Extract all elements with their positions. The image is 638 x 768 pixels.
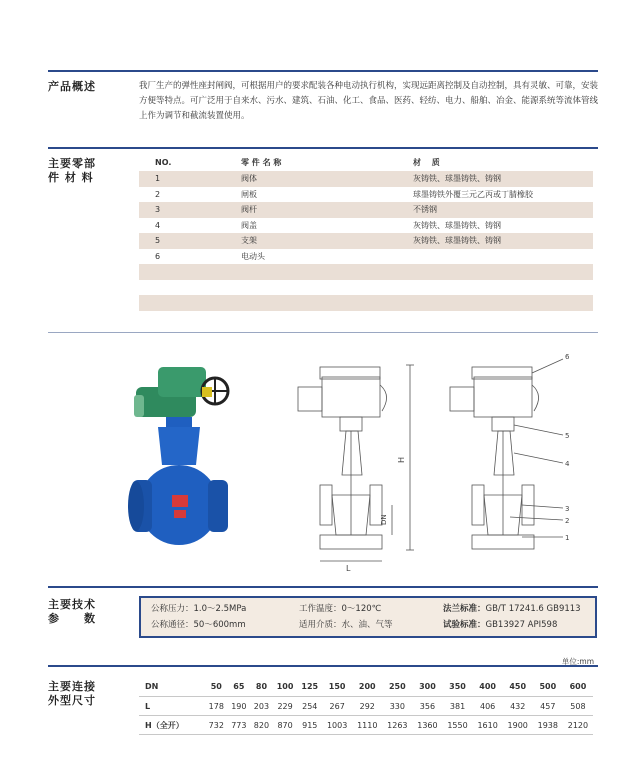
dims-cell: 50: [205, 676, 228, 697]
dims-cell: 432: [503, 697, 533, 716]
tech-divider: [48, 586, 598, 588]
dims-cell: 229: [273, 697, 298, 716]
dims-cell: 300: [412, 676, 442, 697]
part-no: 4: [155, 220, 161, 230]
part-name: 闸板: [241, 189, 257, 199]
dims-cell: 330: [382, 697, 412, 716]
tech-test-value: GB13927 API598: [485, 620, 558, 630]
dims-cell: 1610: [473, 716, 503, 735]
dims-cell: 1110: [352, 716, 382, 735]
parts-title-line1: 主要零部: [48, 157, 96, 170]
callout-5: 5: [565, 432, 570, 440]
part-material: [413, 280, 593, 296]
part-no: 2: [155, 189, 161, 199]
callout-2: 2: [565, 517, 570, 525]
dims-row-label: DN: [139, 676, 205, 697]
dims-cell: 1263: [382, 716, 412, 735]
part-material: 不锈钢: [413, 202, 593, 218]
dims-title-line1: 主要连接: [48, 680, 96, 693]
part-material: 灰铸铁、球墨铸铁、铸钢: [413, 233, 593, 249]
table-row: [139, 202, 593, 218]
part-material: 球墨铸铁外覆三元乙丙或丁腈橡胶: [413, 189, 533, 199]
dims-cell: 1900: [503, 716, 533, 735]
dims-cell: 400: [473, 676, 503, 697]
table-row: [139, 264, 593, 280]
part-name: 阀盖: [241, 220, 257, 230]
dim-label-l: L: [346, 564, 351, 573]
dims-title: [48, 680, 96, 708]
part-name: 支架: [241, 233, 413, 249]
dims-cell: 773: [228, 716, 251, 735]
table-row: [139, 295, 593, 311]
parts-table: [139, 153, 593, 311]
dims-cell: 1003: [322, 716, 352, 735]
table-row: [139, 676, 593, 697]
table-row: [139, 233, 593, 249]
dims-cell: 1550: [442, 716, 472, 735]
part-no: 6: [155, 251, 161, 261]
dims-row-label: H（全开）: [139, 716, 205, 735]
dims-cell: 100: [273, 676, 298, 697]
tech-temperature: 工作温度：0～120℃: [299, 604, 382, 614]
part-name: [241, 280, 413, 296]
part-material: 灰铸铁、球墨铸铁、铸钢: [413, 220, 501, 230]
dims-divider: [48, 665, 598, 667]
tech-diameter: 公称通径：50～600mm: [151, 620, 246, 630]
dims-cell: 350: [442, 676, 472, 697]
table-row: [139, 218, 593, 234]
tech-title-line1: 主要技术: [48, 598, 96, 611]
dims-cell: 381: [442, 697, 472, 716]
tech-media: 适用介质：水、油、气等: [299, 620, 393, 630]
overview-text: 我厂生产的弹性座封闸阀，可根据用户的要求配装各种电动执行机构，实现远距离控制及自动控制，具有灵敏、可靠，安装方便等特点。可广泛用于自来水、污水、建筑、石油、化工、食品、医药、轻纺、电力、船舶、冶金、能源系统等流体管线上作为调节和截流装置使用。: [139, 81, 599, 121]
parts-header-no: NO.: [155, 157, 172, 167]
dims-cell: 406: [473, 697, 503, 716]
tech-test-label: 试验标准：: [443, 620, 486, 630]
dims-cell: 450: [503, 676, 533, 697]
dims-cell: 870: [273, 716, 298, 735]
dims-cell: 203: [250, 697, 273, 716]
part-name: 阀杆: [241, 202, 413, 218]
dims-cell: 65: [228, 676, 251, 697]
dims-cell: 600: [563, 676, 593, 697]
part-no: 3: [139, 202, 241, 218]
part-no: [139, 264, 241, 280]
parts-bottom-divider: [48, 332, 598, 333]
dims-cell: 732: [205, 716, 228, 735]
dims-cell: 915: [297, 716, 322, 735]
part-material: [413, 264, 593, 280]
dims-cell: 190: [228, 697, 251, 716]
tech-box: [139, 596, 597, 638]
dims-cell: 150: [322, 676, 352, 697]
tech-test: [443, 619, 557, 631]
overview-divider: [48, 70, 598, 72]
dims-cell: 178: [205, 697, 228, 716]
table-row: [139, 716, 593, 735]
parts-header-name: 零 件 名 称: [241, 157, 282, 167]
part-name: [241, 264, 413, 280]
dims-cell: 292: [352, 697, 382, 716]
overview-title: 产品概述: [48, 80, 96, 93]
dims-cell: 254: [297, 697, 322, 716]
table-row: [139, 187, 593, 203]
part-no: 1: [139, 171, 241, 187]
parts-title-line2: 件 材 料: [48, 171, 94, 184]
dims-cell: 250: [382, 676, 412, 697]
part-material: [413, 295, 593, 311]
parts-header-material: 材 质: [413, 157, 440, 167]
table-row: [139, 697, 593, 716]
part-name: 电动头: [241, 251, 265, 261]
tech-flange-label: 法兰标准：: [443, 604, 486, 614]
dim-label-h: H: [397, 456, 406, 463]
valve-figures: [118, 345, 598, 575]
parts-title: [48, 157, 96, 185]
dims-cell: 820: [250, 716, 273, 735]
dims-title-line2: 外型尺寸: [48, 694, 96, 707]
part-no: 5: [139, 233, 241, 249]
unit-label: 单位:mm: [561, 657, 594, 666]
dim-label-dn: DN: [380, 514, 388, 525]
tech-title-line2: 参 数: [48, 612, 96, 625]
dims-table: [139, 676, 593, 735]
callout-1: 1: [565, 534, 570, 542]
dims-cell: 200: [352, 676, 382, 697]
part-material: 灰铸铁、球墨铸铁、铸钢: [413, 171, 593, 187]
dims-row-label: L: [139, 697, 205, 716]
callout-3: 3: [565, 505, 570, 513]
dims-cell: 356: [412, 697, 442, 716]
callout-4: 4: [565, 460, 570, 468]
table-row: [139, 249, 593, 265]
valve-photo: [128, 367, 228, 545]
dims-cell: 2120: [563, 716, 593, 735]
table-row: [139, 171, 593, 187]
dims-cell: 1938: [533, 716, 563, 735]
parts-drawing: [450, 359, 563, 549]
tech-pressure: 公称压力：1.0～2.5MPa: [151, 604, 247, 614]
part-no: [139, 280, 241, 296]
dims-cell: 500: [533, 676, 563, 697]
part-name: [241, 295, 413, 311]
tech-flange-value: GB/T 17241.6 GB9113: [485, 604, 581, 614]
tech-flange: [443, 603, 581, 615]
part-no: [139, 295, 241, 311]
dims-cell: 1360: [412, 716, 442, 735]
dims-cell: 80: [250, 676, 273, 697]
dims-cell: 267: [322, 697, 352, 716]
callout-6: 6: [565, 353, 570, 361]
dims-cell: 508: [563, 697, 593, 716]
dims-cell: 125: [297, 676, 322, 697]
part-name: 阀体: [241, 171, 413, 187]
table-row: [139, 280, 593, 296]
parts-header-row: [139, 153, 593, 171]
tech-title: [48, 598, 96, 626]
parts-divider: [48, 147, 598, 149]
dims-cell: 457: [533, 697, 563, 716]
part-material: [413, 249, 593, 265]
